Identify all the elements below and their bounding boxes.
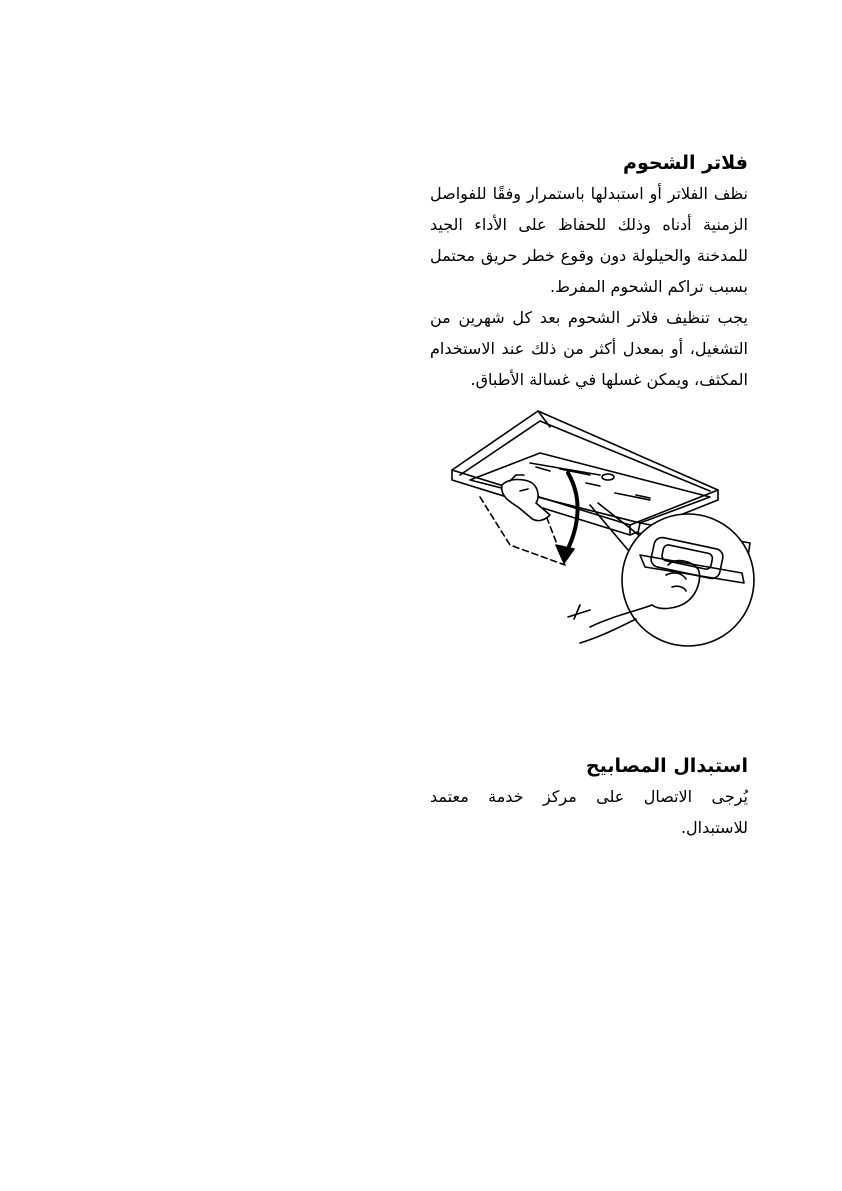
grease-filters-section bbox=[430, 150, 748, 395]
filter-removal-illustration bbox=[440, 405, 760, 655]
grease-filters-heading: فلاتر الشحوم bbox=[623, 152, 748, 174]
lamp-replacement-paragraph: يُرجى الاتصال على مركز خدمة معتمد للاستبدال. bbox=[430, 787, 748, 837]
magnified-detail bbox=[590, 503, 754, 646]
lamp-replacement-section bbox=[430, 753, 748, 843]
grease-filters-paragraph-1: نظف الفلاتر أو استبدلها باستمرار وفقًا للفواصل الزمنية أدناه وذلك للحفاظ على الأداء الجيد للمدخنة والحيلولة دون وقوع خطر حريق محتمل بسبب تراكم الشحوم المفرط. bbox=[430, 184, 748, 296]
lamp-replacement-heading: استبدال المصابيح bbox=[585, 755, 748, 777]
grease-filters-paragraph-2: يجب تنظيف فلاتر الشحوم بعد كل شهرين من التشغيل، أو بمعدل أكثر من ذلك عند الاستخدام المكثف، ويمكن غسلها في غسالة الأطباق. bbox=[430, 308, 748, 389]
